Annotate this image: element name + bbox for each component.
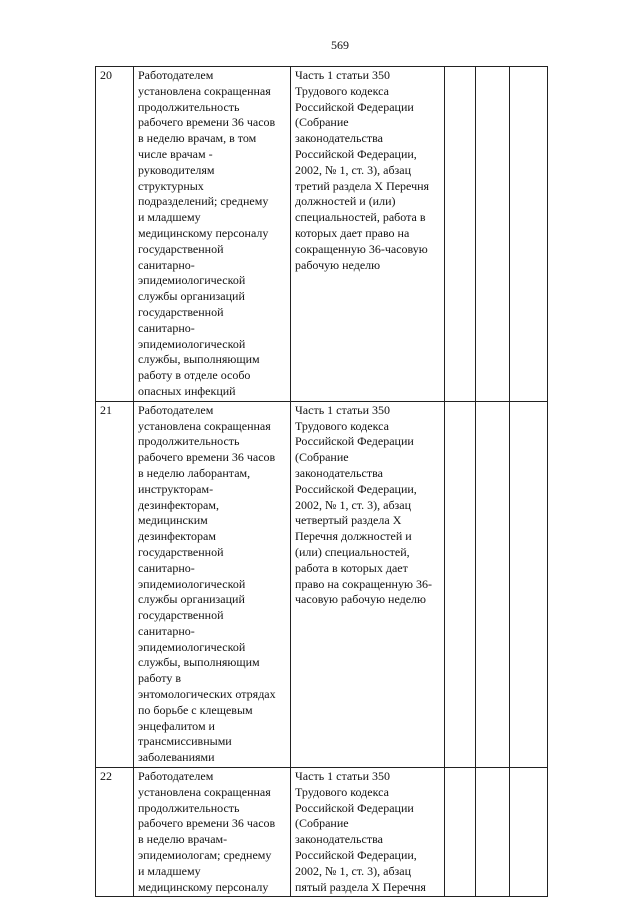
empty-cell[interactable] (510, 401, 548, 767)
requirement-text: Работодателем установлена сокращенная продолжительность рабочего времени 36 часов в неделю лаборантам, инструкторам- дезинфекторам, медицинским дезинфекторам государственной санитарно- эпидемиологической службы организаций государственной санитарно- эпидемиологической службы, выполняющим работу в энтомологических отрядах по борьбе с клещевым энцефалитом и трансмиссивными заболеваниями (134, 401, 291, 767)
requirement-text: Работодателем установлена сокращенная продолжительность рабочего времени 36 часов в неделю врачам, в том числе врачам - руководителям структурных подразделений; среднему и младшему медицинскому персоналу государственной санитарно- эпидемиологической службы организаций государственной санитарно- эпидемиологической службы, выполняющим работу в отделе особо опасных инфекций (134, 67, 291, 402)
table-row (96, 401, 548, 767)
requirements-table (95, 66, 548, 897)
empty-cell[interactable] (445, 67, 476, 402)
requirement-text: Работодателем установлена сокращенная продолжительность рабочего времени 36 часов в неделю врачам- эпидемиологам; среднему и младшему медицинскому персоналу (134, 768, 291, 897)
table-row (96, 67, 548, 402)
empty-cell[interactable] (476, 401, 510, 767)
legal-reference: Часть 1 статьи 350 Трудового кодекса Российской Федерации (Собрание законодательства Российской Федерации, 2002, № 1, ст. 3), абзац пятый раздела X Перечня (291, 768, 445, 897)
row-number: 20 (96, 67, 134, 402)
empty-cell[interactable] (510, 67, 548, 402)
row-number: 21 (96, 401, 134, 767)
empty-cell[interactable] (510, 768, 548, 897)
empty-cell[interactable] (476, 768, 510, 897)
page-number: 569 (331, 38, 349, 52)
empty-cell[interactable] (476, 67, 510, 402)
empty-cell[interactable] (445, 401, 476, 767)
legal-reference: Часть 1 статьи 350 Трудового кодекса Российской Федерации (Собрание законодательства Российской Федерации, 2002, № 1, ст. 3), абзац третий раздела X Перечня должностей и (или) специальностей, работа в которых дает право на сокращенную 36-часовую рабочую неделю (291, 67, 445, 402)
legal-reference: Часть 1 статьи 350 Трудового кодекса Российской Федерации (Собрание законодательства Российской Федерации, 2002, № 1, ст. 3), абзац четвертый раздела X Перечня должностей и (или) специальностей, работа в которых дает право на сокращенную 36- часовую рабочую неделю (291, 401, 445, 767)
row-number: 22 (96, 768, 134, 897)
empty-cell[interactable] (445, 768, 476, 897)
table-row (96, 768, 548, 897)
